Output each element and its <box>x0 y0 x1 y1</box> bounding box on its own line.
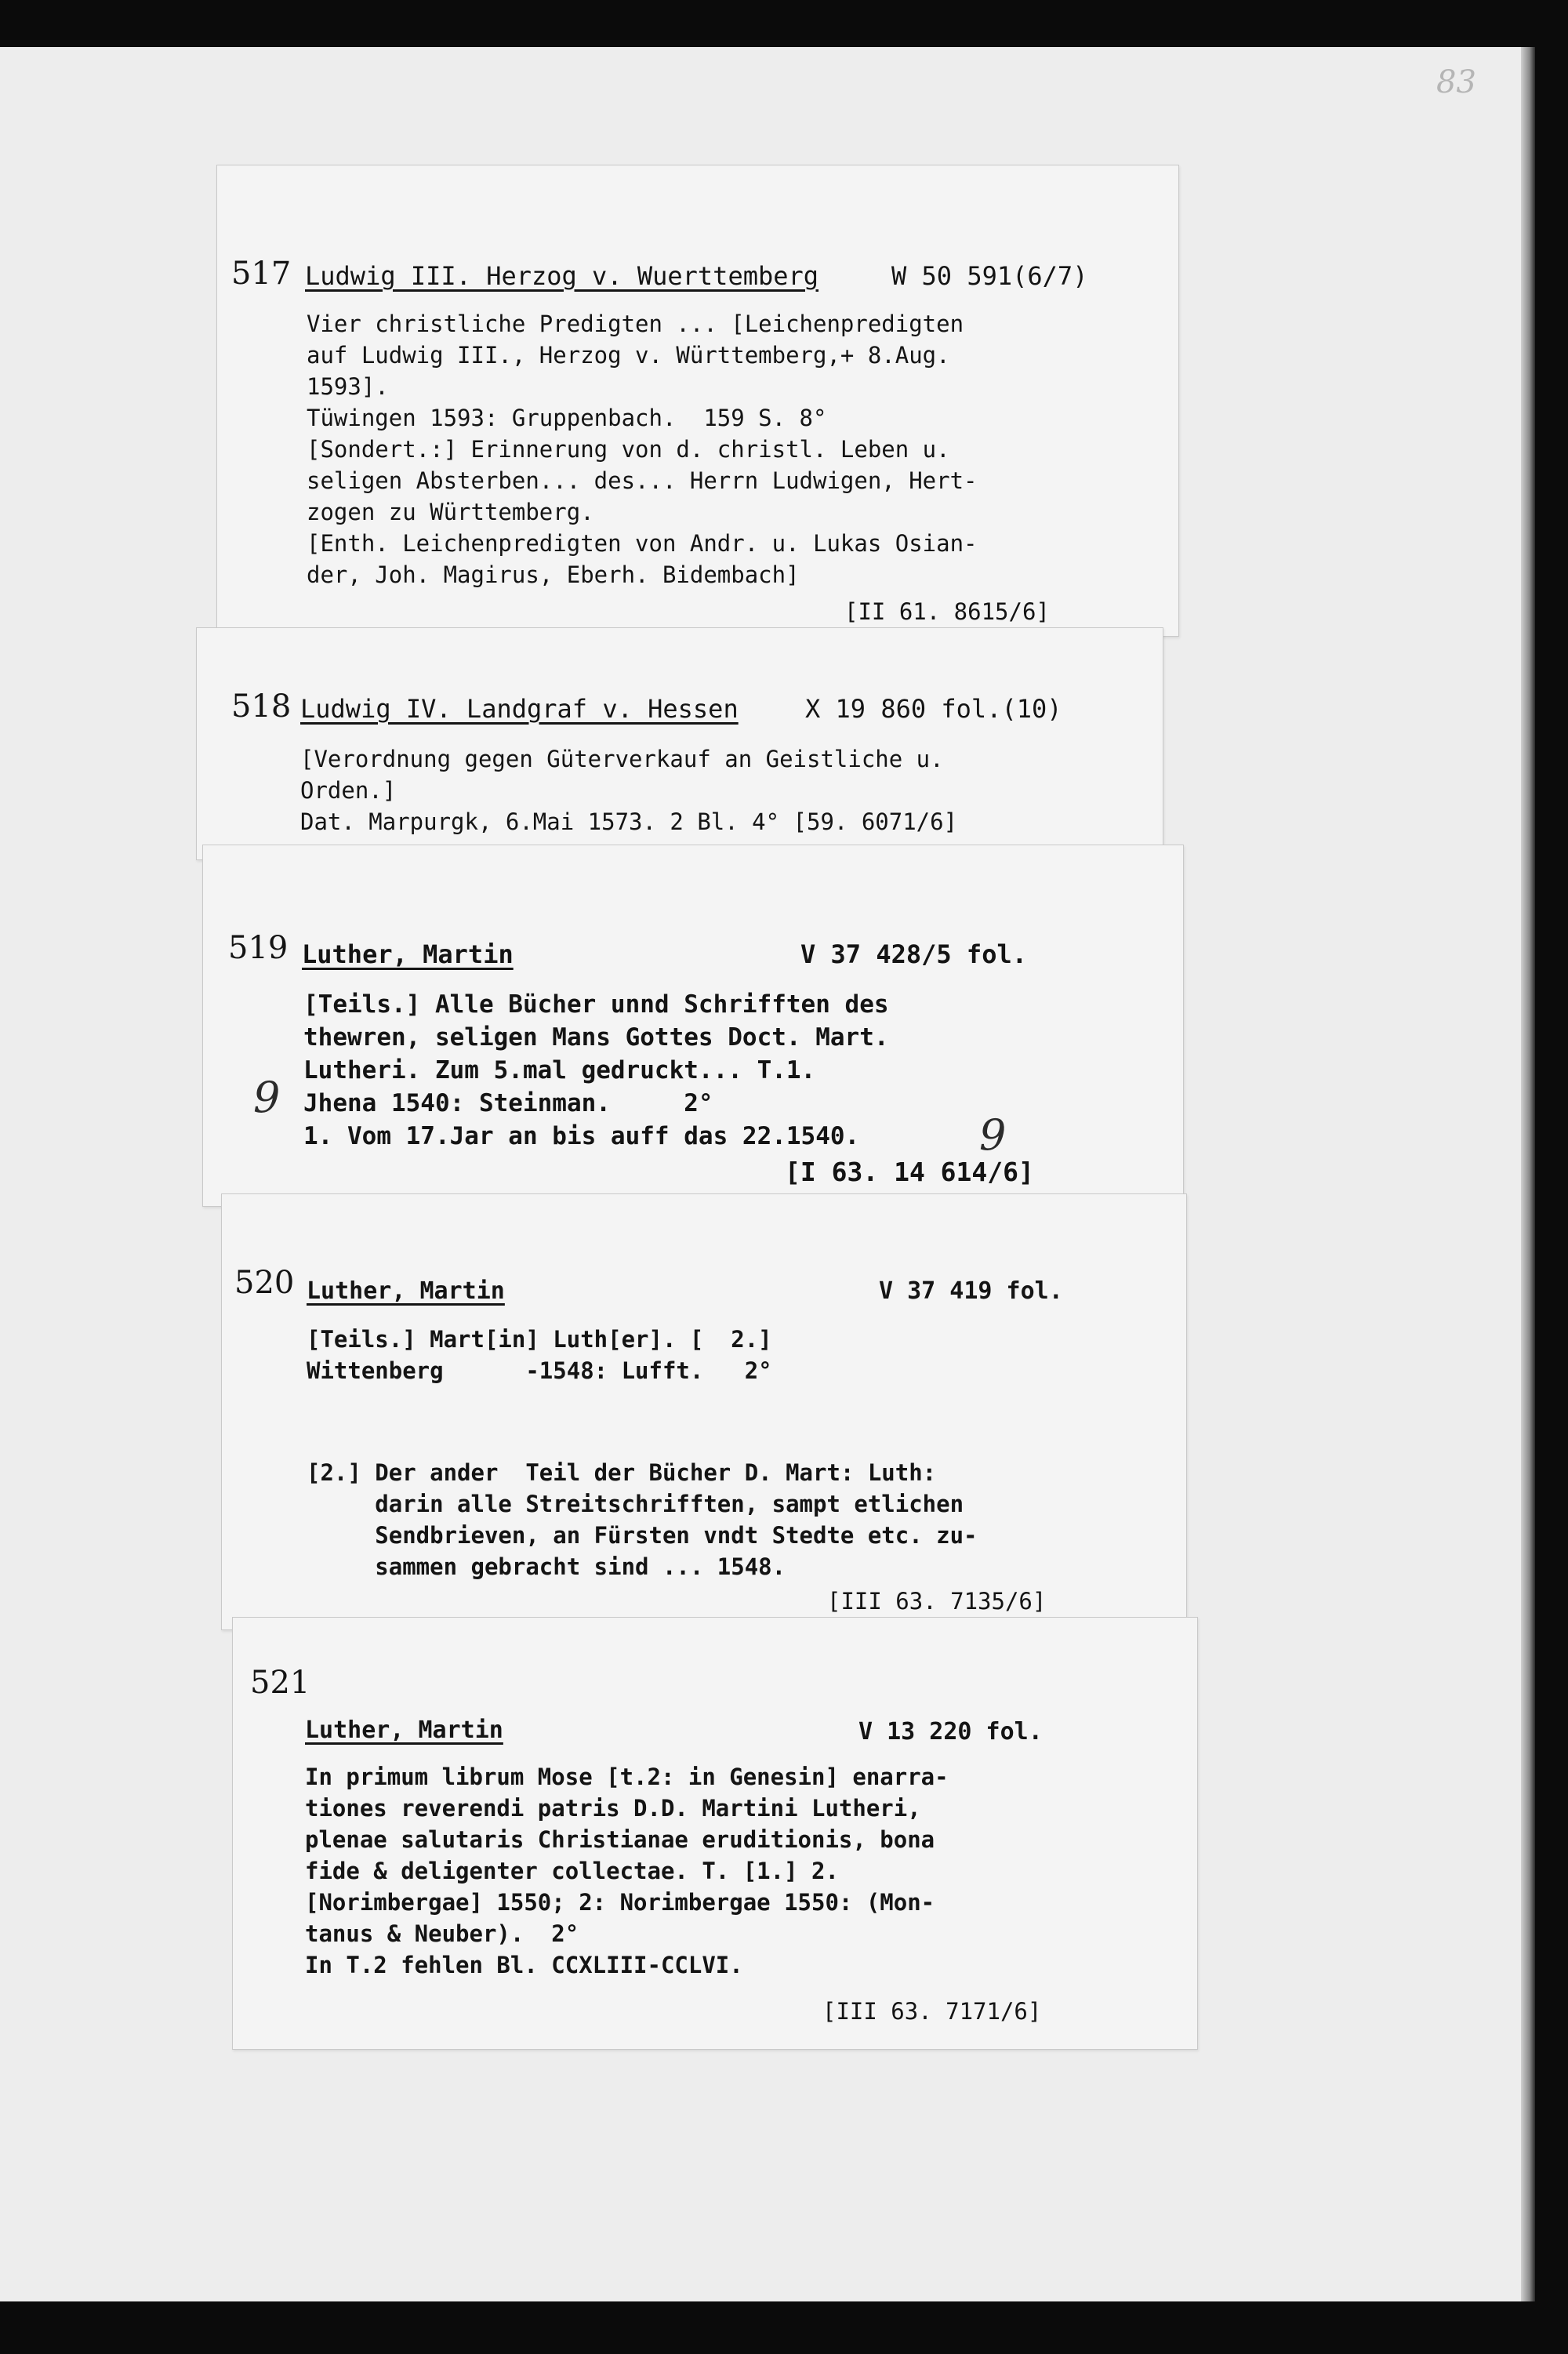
card-line: [Norimbergae] 1550; 2: Norimbergae 1550: (Mon- <box>305 1889 935 1916</box>
card-number: 521 <box>250 1665 310 1701</box>
card-line: [Verordnung gegen Güterverkauf an Geistliche u. <box>300 746 944 772</box>
card-number: 520 <box>234 1265 295 1301</box>
card-line: tiones reverendi patris D.D. Martini Lutheri, <box>305 1795 921 1822</box>
handwritten-margin-mark: 9 <box>253 1073 281 1122</box>
card-location: [I 63. 14 614/6] <box>785 1157 1034 1187</box>
card-heading: Ludwig IV. Landgraf v. Hessen <box>300 694 739 724</box>
catalog-card-518 <box>196 627 1163 860</box>
card-line: In T.2 fehlen Bl. CCXLIII-CCLVI. <box>305 1952 743 1978</box>
card-line: Sendbrieven, an Fürsten vndt Stedte etc. zu- <box>307 1522 978 1549</box>
card-line: [Sondert.:] Erinnerung von d. christl. Leben u. <box>307 436 950 463</box>
card-line: auf Ludwig III., Herzog v. Württemberg,+ 8.Aug. <box>307 342 950 369</box>
card-number: 518 <box>231 688 292 725</box>
card-line: zogen zu Württemberg. <box>307 499 594 525</box>
card-shelfmark: V 37 428/5 fol. <box>800 939 1027 969</box>
card-line: thewren, seligen Mans Gottes Doct. Mart. <box>303 1023 889 1052</box>
catalog-card-519 <box>202 845 1184 1207</box>
card-line: sammen gebracht sind ... 1548. <box>307 1553 786 1580</box>
card-line: [Teils.] Mart[in] Luth[er]. [ 2.] <box>307 1326 772 1353</box>
card-line: Tüwingen 1593: Gruppenbach. 159 S. 8° <box>307 405 827 431</box>
card-line: Dat. Marpurgk, 6.Mai 1573. 2 Bl. 4° [59. 6071/6] <box>300 808 958 835</box>
page-number: 83 <box>1436 64 1476 100</box>
page-edge <box>1521 47 1535 2301</box>
card-line: plenae salutaris Christianae eruditionis, bona <box>305 1826 935 1853</box>
card-heading: Luther, Martin <box>305 1716 503 1744</box>
card-line: Jhena 1540: Steinman. 2° <box>303 1089 713 1117</box>
card-line: fide & deligenter collectae. T. [1.] 2. <box>305 1858 839 1884</box>
handwritten-margin-mark: 9 <box>979 1110 1007 1160</box>
card-heading: Luther, Martin <box>307 1277 505 1305</box>
card-line: Orden.] <box>300 777 397 804</box>
card-shelfmark: W 50 591(6/7) <box>891 261 1088 291</box>
card-location: [II 61. 8615/6] <box>844 598 1050 625</box>
card-shelfmark: V 37 419 fol. <box>879 1277 1063 1305</box>
catalog-card-520 <box>221 1193 1187 1630</box>
card-line: seligen Absterben... des... Herrn Ludwigen, Hert- <box>307 467 978 494</box>
card-line: 1. Vom 17.Jar an bis auff das 22.1540. <box>303 1122 860 1150</box>
catalog-card-517 <box>216 165 1179 637</box>
card-location: [III 63. 7135/6] <box>827 1588 1047 1615</box>
card-line: Wittenberg -1548: Lufft. 2° <box>307 1357 772 1384</box>
card-heading: Luther, Martin <box>302 939 514 969</box>
card-shelfmark: V 13 220 fol. <box>858 1718 1043 1746</box>
card-line: tanus & Neuber). 2° <box>305 1920 579 1947</box>
card-line: Vier christliche Predigten ... [Leichenpredigten <box>307 311 964 337</box>
catalog-card-521 <box>232 1617 1198 2050</box>
card-line: 1593]. <box>307 373 389 400</box>
card-line: [2.] Der ander Teil der Bücher D. Mart: Luth: <box>307 1459 937 1486</box>
card-line: Lutheri. Zum 5.mal gedruckt... T.1. <box>303 1056 816 1084</box>
card-shelfmark: X 19 860 fol.(10) <box>805 694 1062 724</box>
card-location: [III 63. 7171/6] <box>822 1998 1042 2025</box>
card-heading: Ludwig III. Herzog v. Wuerttemberg <box>305 261 819 291</box>
card-line: [Enth. Leichenpredigten von Andr. u. Lukas Osian- <box>307 530 978 557</box>
card-line: der, Joh. Magirus, Eberh. Bidembach] <box>307 561 800 588</box>
card-line: [Teils.] Alle Bücher unnd Schrifften des <box>303 990 889 1019</box>
card-line: darin alle Streitschrifften, sampt etlichen <box>307 1491 964 1517</box>
card-number: 519 <box>228 930 289 966</box>
card-line: In primum librum Mose [t.2: in Genesin] enarra- <box>305 1764 949 1790</box>
card-number: 517 <box>231 256 292 292</box>
